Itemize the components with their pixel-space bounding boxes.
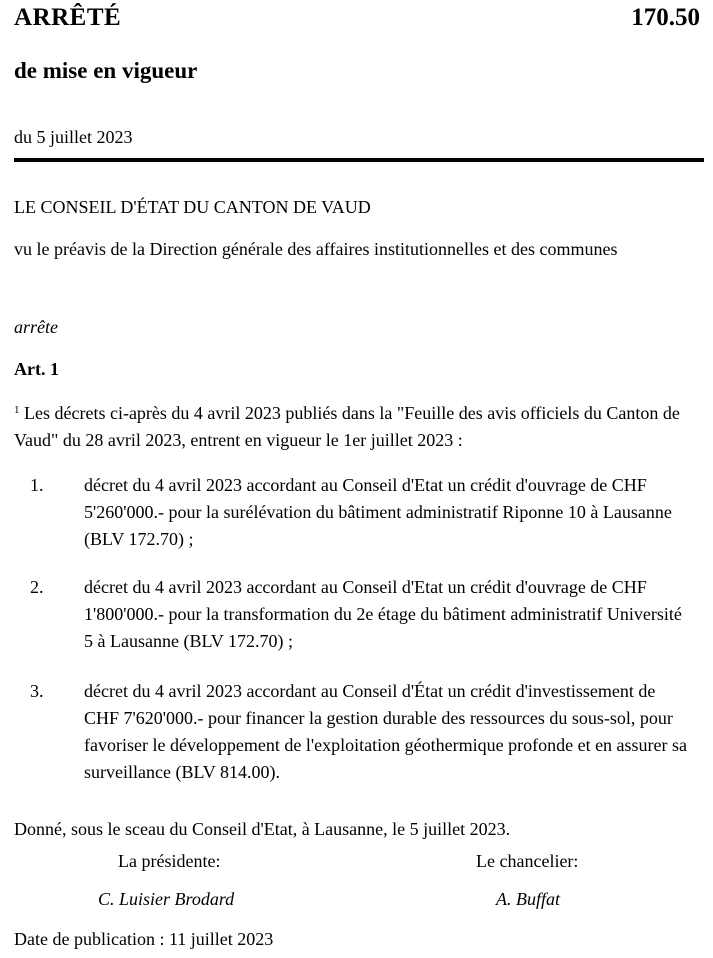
president-role: La présidente: [118, 851, 221, 871]
article-title: Art. 1 [14, 359, 59, 379]
issuing-authority: LE CONSEIL D'ÉTAT DU CANTON DE VAUD [14, 197, 371, 217]
document-number: 170.50 [631, 4, 700, 31]
chancellor-name: A. Buffat [496, 889, 560, 909]
list-item-text: décret du 4 avril 2023 accordant au Conseil d'Etat un crédit d'ouvrage de CHF 5'260'000.- pour la surélévation du bâtiment administratif Riponne 10 à Lausanne (BLV 172.70) ; [84, 475, 672, 549]
article-intro [14, 400, 704, 454]
list-item-text: décret du 4 avril 2023 accordant au Conseil d'Etat un crédit d'ouvrage de CHF 1'800'000.- pour la transformation du 2e étage du bâtiment administratif Université 5 à Lausanne (BLV 172.70) ; [84, 577, 682, 651]
chancellor-role: Le chancelier: [476, 851, 579, 871]
document-header [14, 4, 700, 32]
preamble: vu le préavis de la Direction générale des affaires institutionnelles et des communes [14, 239, 618, 259]
paragraph-marker: 1 [14, 404, 20, 416]
given-clause: Donné, sous le sceau du Conseil d'Etat, à Lausanne, le 5 juillet 2023. [14, 819, 511, 839]
signature-block [14, 848, 704, 918]
list-item-number: 1. [30, 475, 44, 495]
decree-verb: arrête [14, 317, 58, 337]
publication-date: Date de publication : 11 juillet 2023 [14, 929, 274, 949]
document-title: ARRÊTÉ [14, 4, 122, 31]
header-divider [14, 158, 704, 162]
president-name: C. Luisier Brodard [98, 889, 235, 909]
article-intro-text: Les décrets ci-après du 4 avril 2023 publiés dans la "Feuille des avis officiels du Canton de Vaud" du 28 avril 2023, entrent en vigueur le 1er juillet 2023 : [14, 403, 680, 450]
document-date: du 5 juillet 2023 [14, 127, 133, 147]
list-item-number: 3. [30, 681, 44, 701]
list-item-number: 2. [30, 577, 44, 597]
document-subtitle: de mise en vigueur [14, 58, 198, 83]
document-page [14, 0, 700, 958]
list-item-text: décret du 4 avril 2023 accordant au Conseil d'État un crédit d'investissement de CHF 7'620'000.- pour financer la gestion durable des ressources du sous-sol, pour favoriser le développement de l'exploitation géothermique profonde et en assurer sa surveillance (BLV 814.00). [84, 681, 688, 782]
